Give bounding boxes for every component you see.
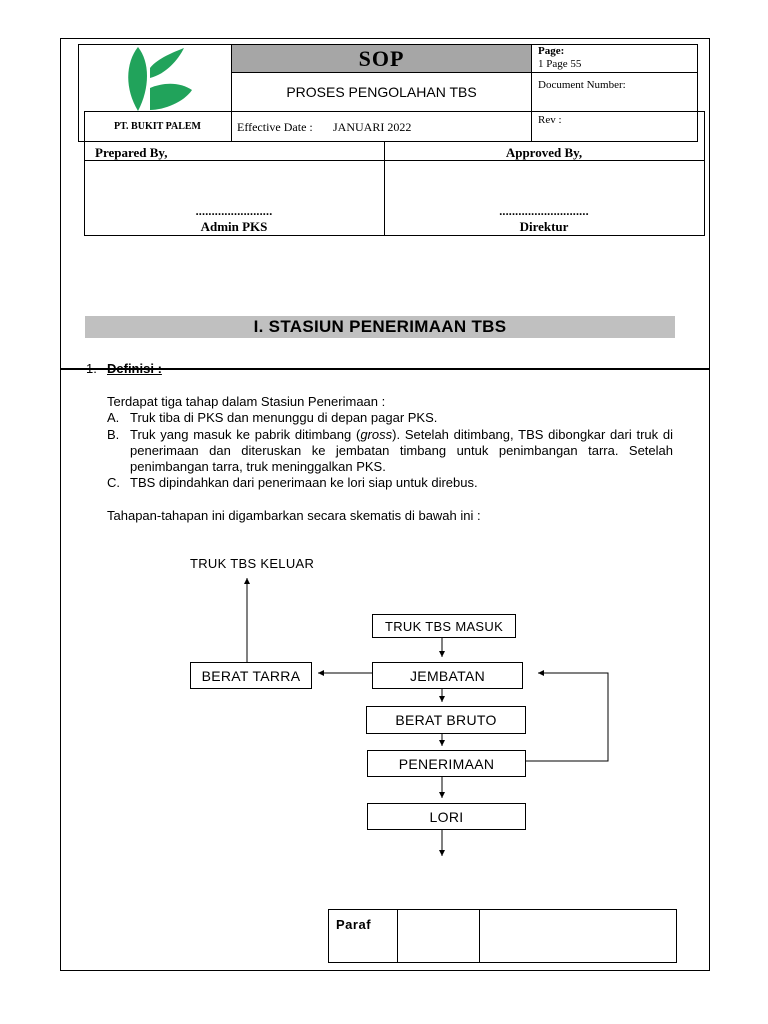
page-label: Page: (538, 45, 565, 57)
node-jembatan: JEMBATAN (372, 662, 523, 689)
step-b-text-italic: gross (360, 427, 393, 442)
paraf-table (328, 909, 677, 963)
step-b-marker: B. (107, 427, 120, 442)
prepared-by-label: Prepared By, (95, 145, 168, 160)
prepared-signature-line: ........................ (195, 204, 273, 218)
effective-date-value: JANUARI 2022 (333, 120, 412, 134)
company-name: PT. BUKIT PALEM (114, 121, 201, 132)
node-berat-tarra: BERAT TARRA (190, 662, 312, 689)
sop-title: SOP (232, 45, 531, 72)
document-number-label: Document Number: (538, 79, 626, 91)
node-berat-bruto: BERAT BRUTO (366, 706, 526, 734)
node-truk-masuk: TRUK TBS MASUK (372, 614, 516, 638)
section-title: I. STASIUN PENERIMAAN TBS (85, 316, 675, 338)
node-lori: LORI (367, 803, 526, 830)
prepared-name: Admin PKS (200, 219, 268, 234)
arrow-penerimaan-loop-to-jembatan (526, 673, 608, 761)
page-value: 1 Page 55 (538, 58, 582, 70)
paraf-divider-1 (397, 909, 398, 963)
truk-keluar-label: TRUK TBS KELUAR (190, 556, 315, 571)
approved-signature-line: ............................ (499, 204, 589, 218)
process-title: PROSES PENGOLAHAN TBS (286, 84, 477, 100)
definisi-intro: Terdapat tiga tahap dalam Stasiun Penerimaan : (107, 394, 386, 409)
step-a-text: Truk tiba di PKS dan menunggu di depan pagar PKS. (130, 410, 438, 425)
step-b-text-before: Truk yang masuk ke pabrik ditimbang ( (130, 427, 361, 442)
step-c-text: TBS dipindahkan dari penerimaan ke lori siap untuk direbus. (130, 475, 478, 490)
node-penerimaan: PENERIMAAN (367, 750, 526, 777)
paraf-label: Paraf (336, 917, 372, 932)
definisi-title: Definisi : (107, 361, 162, 376)
definisi-number: 1. (86, 361, 97, 376)
approved-by-label: Approved By, (505, 145, 583, 160)
effective-date-label: Effective Date : (237, 120, 313, 134)
paraf-divider-2 (479, 909, 480, 963)
revision-label: Rev : (538, 114, 562, 126)
step-c-marker: C. (107, 475, 120, 490)
approved-name: Direktur (519, 219, 569, 234)
step-a-marker: A. (107, 410, 120, 425)
diagram-intro: Tahapan-tahapan ini digambarkan secara skematis di bawah ini : (107, 508, 481, 523)
step-b-text-after: ). Setelah ditimbang, TBS dibongkar dari truk di penerimaan dan diteruskan ke jembatan timbang untuk penimbangan tarra. Setelah penimbangan tarra, truk meninggalkan PKS. (130, 427, 673, 474)
